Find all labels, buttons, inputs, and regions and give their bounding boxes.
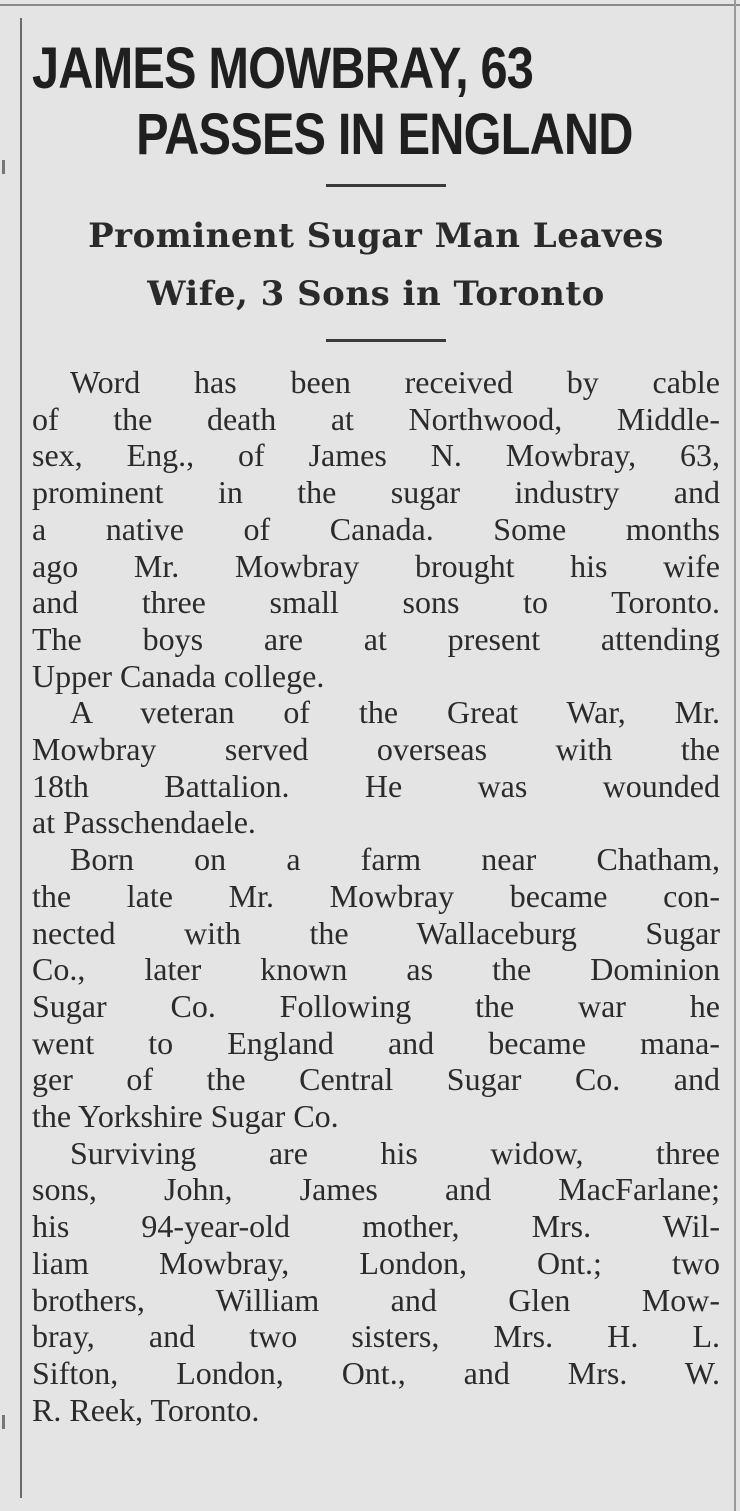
text-line: Mowbray served overseas with the <box>32 731 720 768</box>
subheadline <box>32 207 720 323</box>
paragraph-3 <box>32 841 720 1135</box>
text-line: the late Mr. Mowbray became con- <box>32 877 720 914</box>
subheadline-divider <box>326 339 446 342</box>
text-line: nected with the Wallaceburg Sugar <box>32 914 720 951</box>
text-line: of the death at Northwood, Middle- <box>32 400 720 437</box>
headline-line-2: PASSES IN ENGLAND <box>136 102 633 167</box>
text-line: liam Mowbray, London, Ont.; two <box>32 1244 720 1281</box>
column-rule-right <box>734 0 736 1511</box>
text-line: the Yorkshire Sugar Co. <box>32 1098 339 1135</box>
text-line: and three small sons to Toronto. <box>32 584 720 621</box>
text-line: Born on a farm near Chatham, <box>70 841 720 878</box>
text-line: brothers, William and Glen Mow- <box>32 1281 720 1318</box>
text-line: The boys are at present attending <box>32 620 720 657</box>
text-line: Co., later known as the Dominion <box>32 951 720 988</box>
text-line: at Passchendaele. <box>32 804 256 841</box>
paragraph-1 <box>32 364 720 694</box>
text-line: Upper Canada college. <box>32 657 325 694</box>
text-line: Word has been received by cable <box>70 364 720 400</box>
text-line: went to England and became mana- <box>32 1024 720 1061</box>
paragraph-4 <box>32 1135 720 1429</box>
headline-line-1: JAMES MOWBRAY, 63 <box>32 36 534 101</box>
text-line: a native of Canada. Some months <box>32 510 720 547</box>
margin-mark <box>2 1415 5 1429</box>
text-line: 18th Battalion. He was wounded <box>32 767 720 804</box>
text-line: Sifton, London, Ont., and Mrs. W. <box>32 1354 720 1391</box>
subheadline-line-2: Wife, 3 Sons in Toronto <box>147 274 605 314</box>
subheadline-line-1: Prominent Sugar Man Leaves <box>88 216 664 256</box>
text-line: Surviving are his widow, three <box>70 1134 720 1171</box>
obituary-article <box>32 36 720 1428</box>
text-line: Sugar Co. Following the war he <box>32 987 720 1024</box>
margin-mark <box>2 160 5 174</box>
article-body <box>32 364 720 1428</box>
text-line: sons, John, James and MacFarlane; <box>32 1171 720 1208</box>
text-line: R. Reek, Toronto. <box>32 1391 260 1428</box>
headline-divider <box>326 184 446 187</box>
paragraph-2 <box>32 694 720 841</box>
text-line: sex, Eng., of James N. Mowbray, 63, <box>32 437 720 474</box>
text-line: bray, and two sisters, Mrs. H. L. <box>32 1318 720 1355</box>
text-line: his 94-year-old mother, Mrs. Wil- <box>32 1208 720 1245</box>
text-line: prominent in the sugar industry and <box>32 474 720 511</box>
text-line: ger of the Central Sugar Co. and <box>32 1061 720 1098</box>
column-rule-left <box>20 18 22 1498</box>
page-top-edge <box>0 4 740 6</box>
headline <box>32 36 633 168</box>
text-line: ago Mr. Mowbray brought his wife <box>32 547 720 584</box>
text-line: A veteran of the Great War, Mr. <box>70 694 720 731</box>
